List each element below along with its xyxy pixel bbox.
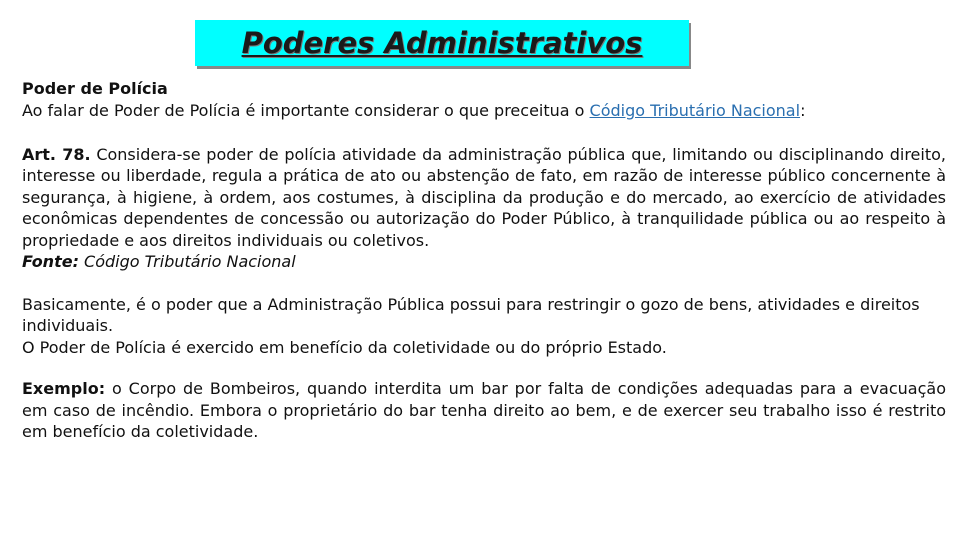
source-line	[22, 251, 946, 273]
source-label: Fonte:	[22, 252, 79, 271]
intro-suffix: :	[800, 101, 806, 120]
intro-text: Ao falar de Poder de Polícia é importante considerar o que preceitua o	[22, 101, 590, 120]
article-paragraph	[22, 144, 946, 252]
source-text: Código Tributário Nacional	[78, 252, 296, 271]
section-heading: Poder de Polícia	[22, 79, 168, 98]
ctn-link[interactable]: Código Tributário Nacional	[589, 101, 801, 120]
example-label: Exemplo:	[22, 379, 106, 398]
page-title: Poderes Administrativos	[241, 26, 643, 60]
intro-paragraph	[22, 100, 946, 122]
example-text: o Corpo de Bombeiros, quando interdita um bar por falta de condições adequadas para a evacuação em caso de incêndio. Embora o proprietário do bar tenha direito ao bem, e de exercer seu trabalho isso é restrito em benefício da coletividade.	[22, 379, 946, 441]
article-text: Considera-se poder de polícia atividade da administração pública que, limitando ou disciplinando direito, interesse ou liberdade, regula a prática de ato ou abstenção de fato, em razão de interesse público concernente à segurança, à higiene, à ordem, aos costumes, à disciplina da produção e do mercado, ao exercício de atividades econômicas dependentes de concessão ou autorização do Poder Público, à tranquilidade pública ou ao respeito à propriedade e aos direitos individuais ou coletivos.	[22, 144, 946, 250]
content-body	[22, 78, 946, 443]
example-paragraph	[22, 378, 946, 443]
article-label: Art. 78.	[22, 144, 91, 164]
explanation-line-2: O Poder de Polícia é exercido em benefício da coletividade ou do próprio Estado.	[22, 337, 667, 357]
title-box	[195, 20, 689, 66]
explanation-line-1: Basicamente, é o poder que a Administração Pública possui para restringir o gozo de bens, atividades e direitos individuais.	[22, 294, 920, 335]
